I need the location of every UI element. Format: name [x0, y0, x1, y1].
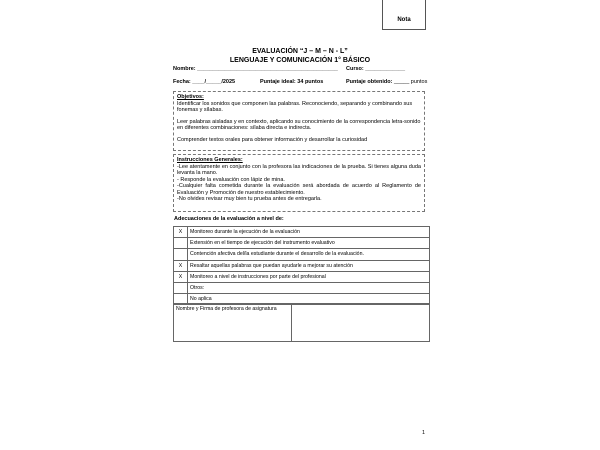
objectives-box [173, 91, 425, 151]
ideal-score [260, 79, 323, 85]
adecuaciones-title: Adecuaciones de la evaluación a nivel de: [174, 216, 284, 222]
row-label: Resaltar aquellas palabras que puedan ayudarle a mejorar su atención [188, 260, 430, 271]
instruction-item: -No olvides revisar muy bien tu prueba antes de entregarla. [177, 196, 322, 202]
grade-box [382, 0, 426, 30]
table-row [174, 271, 430, 282]
row-label: No aplica [188, 294, 430, 305]
table-row [174, 260, 430, 271]
row-checkbox[interactable] [174, 249, 188, 260]
row-label: Monitoreo durante la ejecución de la evaluación [188, 227, 430, 238]
evaluation-title: EVALUACIÓN “J – M – N - L” [252, 48, 348, 55]
obtained-score-value[interactable]: _____ puntos [393, 79, 428, 85]
row-checkbox[interactable] [174, 238, 188, 249]
name-field[interactable]: Nombre: ______________________________________________ [173, 66, 338, 72]
row-label: Extensión en el tiempo de ejecución del instrumento evaluativo [188, 238, 430, 249]
evaluation-subtitle: LENGUAJE Y COMUNICACIÓN 1° BÁSICO [229, 57, 371, 64]
page-number: 1 [422, 430, 426, 436]
course-field[interactable]: Curso: _____________ [346, 66, 406, 72]
table-row [174, 227, 430, 238]
row-label: Contención afectiva del/la estudiante durante el desarrollo de la evaluación. [188, 249, 430, 260]
table-row [174, 249, 430, 260]
instruction-item: - Responde la evaluación con lápiz de mina. [177, 176, 285, 183]
objectives-heading: Objetivos: [177, 94, 204, 100]
grade-label: Nota [397, 17, 411, 23]
row-checkbox[interactable]: X [174, 227, 188, 238]
ideal-score-value: 34 puntos [297, 79, 324, 85]
instruction-item: -Cualquier falta cometida durante la evaluación será abordada de acuerdo al Reglamento de Evaluación y Promoción de nuestro establecimiento. [177, 183, 421, 196]
objective-item: Comprender textos orales para obtener información y desarrollar la curiosidad [177, 136, 368, 143]
signature-table [173, 303, 430, 342]
row-label: Monitoreo a nivel de instrucciones por parte del profesional [188, 271, 430, 282]
signature-label: Nombre y Firma de profesora de asignatura [174, 304, 292, 342]
date-field[interactable]: Fecha: ____/_____/2025 [173, 79, 236, 85]
ideal-score-label: Puntaje ideal: [260, 79, 296, 85]
obtained-score-label: Puntaje obtenido: [346, 79, 393, 85]
table-row [174, 282, 430, 293]
row-checkbox[interactable] [174, 282, 188, 293]
instructions-box [173, 154, 425, 212]
row-checkbox[interactable]: X [174, 271, 188, 282]
objective-item: Leer palabras aisladas y en contexto, aplicando su conocimiento de la correspondencia letra-sonido en diferentes combinaciones: sílaba directa e indirecta. [177, 118, 421, 131]
row-checkbox[interactable]: X [174, 260, 188, 271]
adecuaciones-table [173, 226, 430, 305]
row-label: Otros: [188, 282, 430, 293]
instructions-heading: Instrucciones Generales: [177, 157, 243, 163]
signature-field[interactable] [291, 304, 429, 342]
instruction-item: -Lee atentamente en conjunto con la profesora las indicaciones de la prueba. Si tienes alguna duda levanta la mano. [177, 163, 421, 176]
table-row [174, 238, 430, 249]
obtained-score [346, 79, 427, 85]
objective-item: Identificar los sonidos que componen las palabras. Reconociendo, separando y combinando sus fonemas y sílabas. [177, 100, 413, 113]
